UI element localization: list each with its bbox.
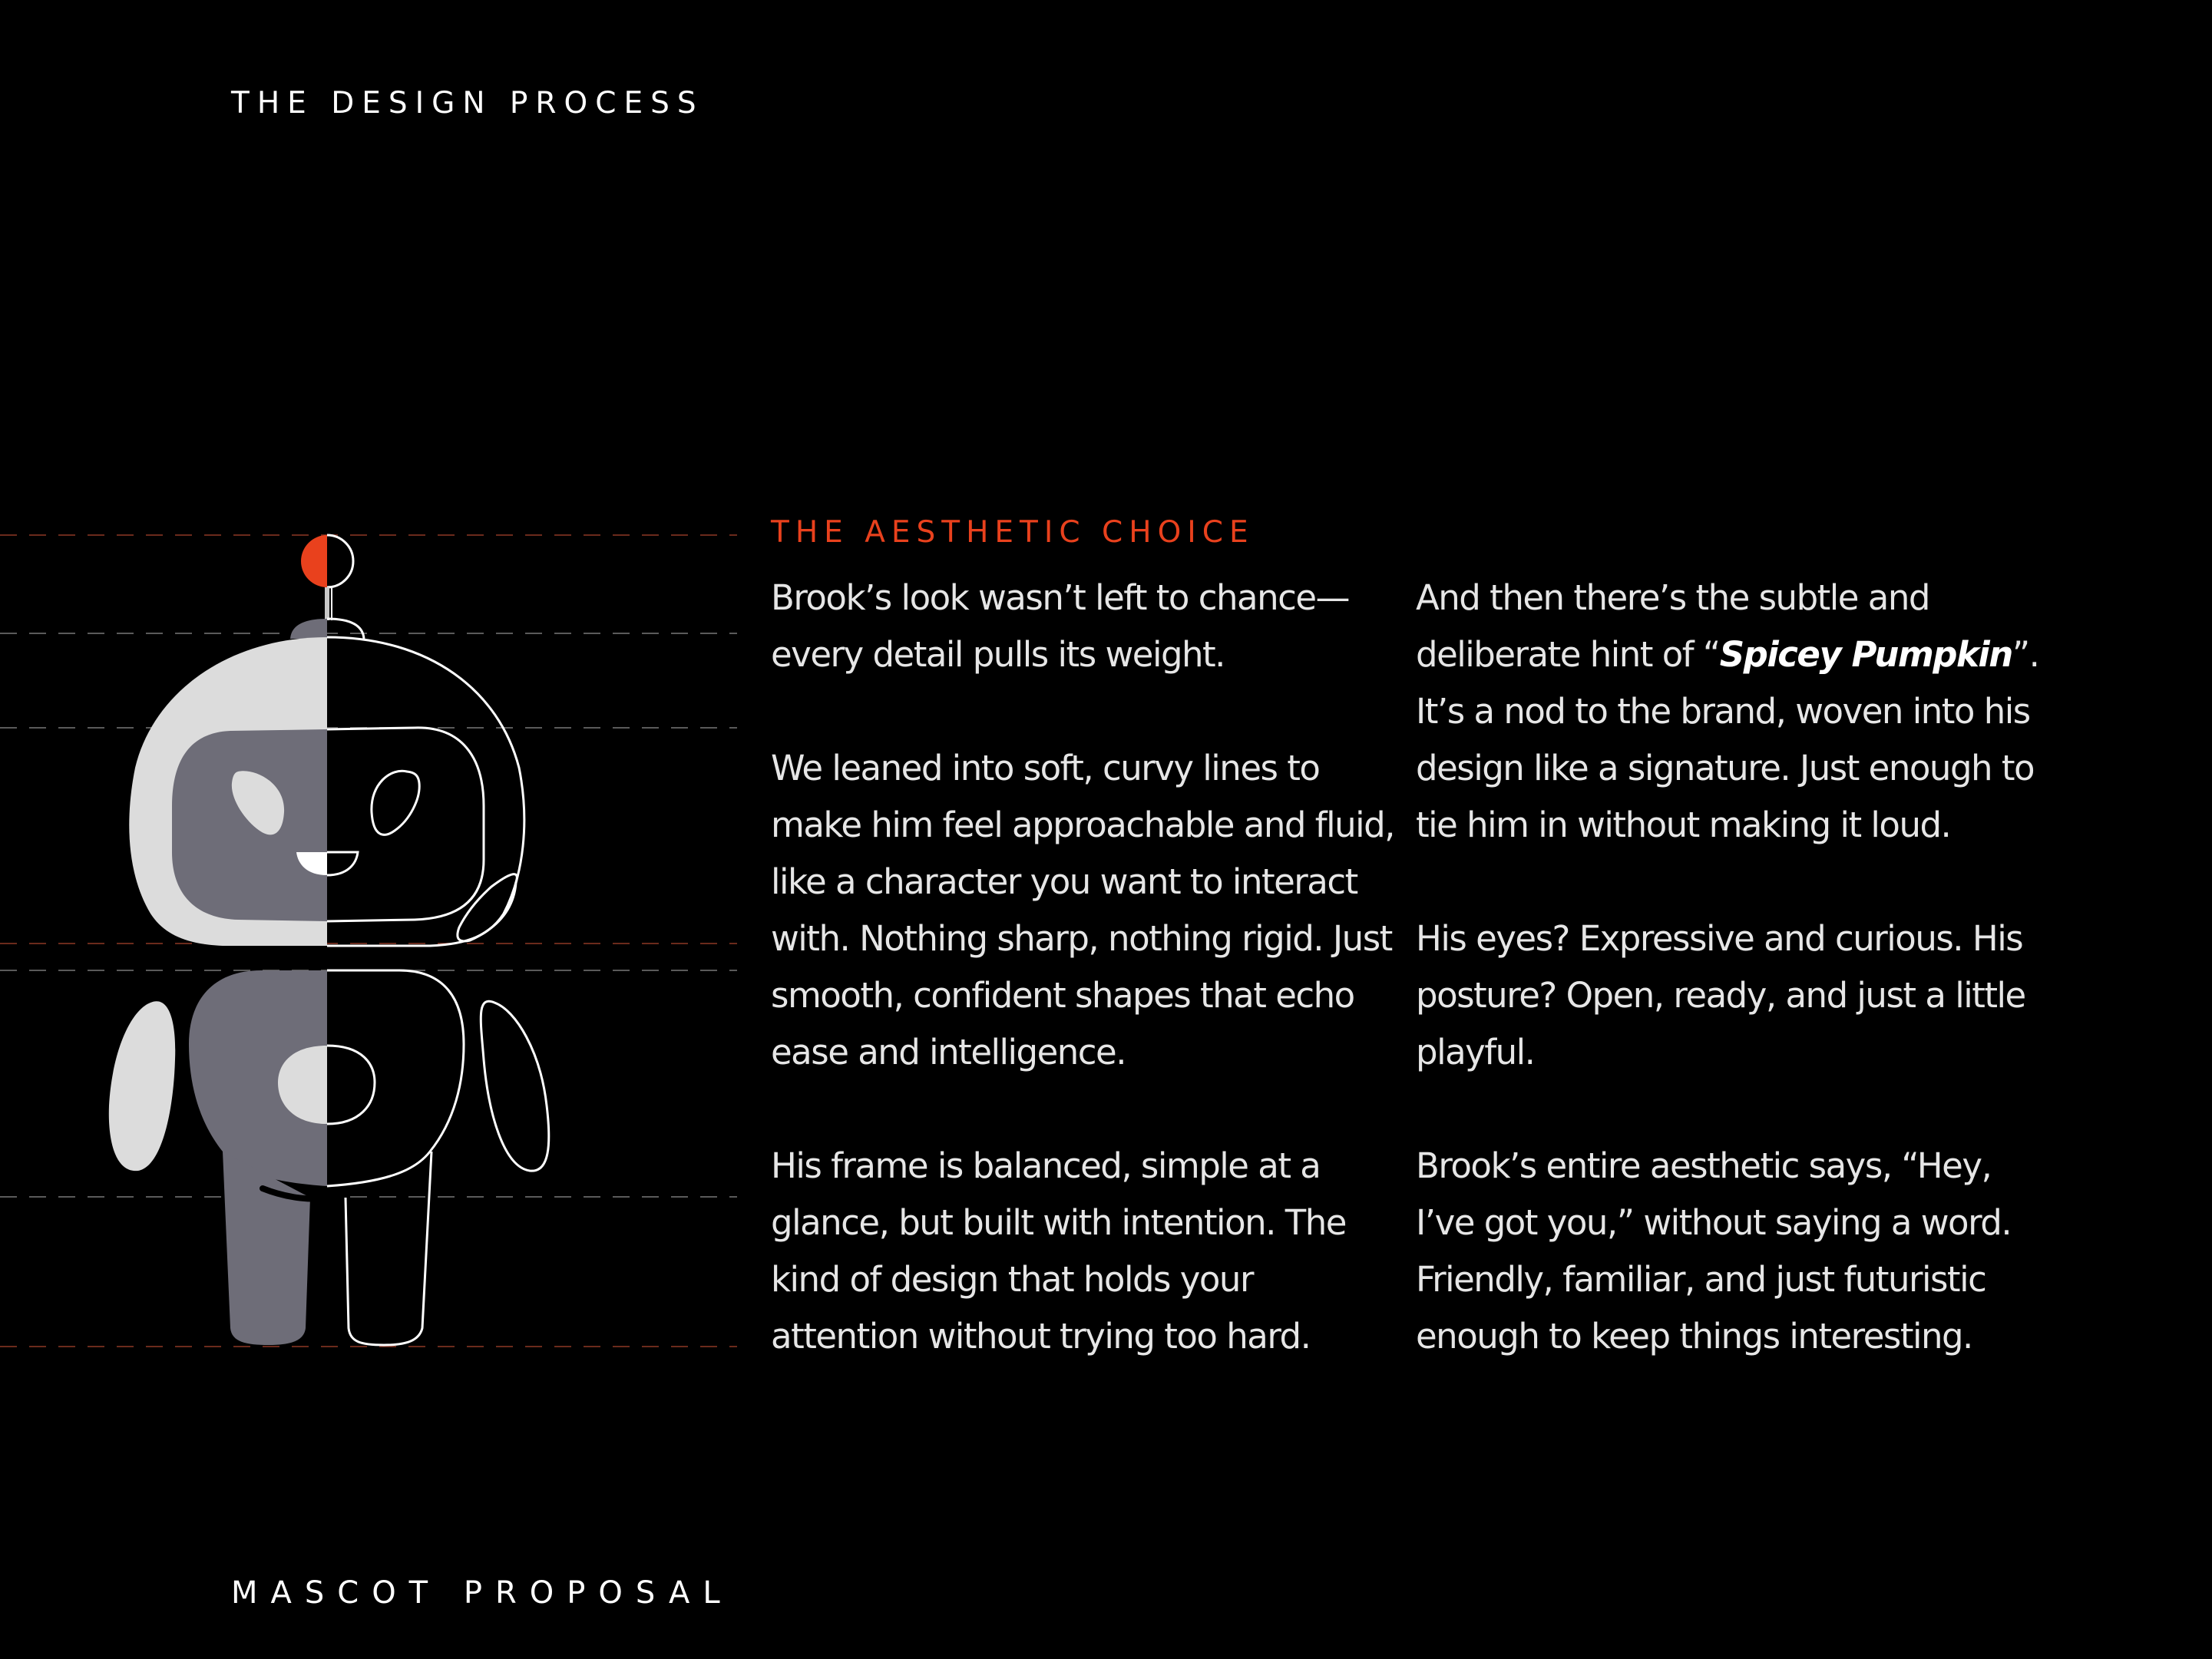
paragraph: We leaned into soft, curvy lines to make him feel approachable and fluid, like a character you want to interact with. Nothing sharp, nothing rigid. Just smooth, confident shapes that echo ease and intelligence. (771, 748, 1394, 1072)
mascot-illustration (0, 0, 737, 1420)
guide-lines (0, 535, 737, 1347)
mascot-face-right (327, 728, 484, 921)
text-column-right (1416, 570, 2045, 1365)
mascot-leg-right (346, 1152, 431, 1345)
text-column-left (771, 570, 1400, 1365)
section-title: THE AESTHETIC CHOICE (771, 515, 1255, 550)
paragraph: Brook’s entire aesthetic says, “Hey, I’ve got you,” without saying a word. Friendly, familiar, and just futuristic enough to keep things interesting. (1416, 1145, 2012, 1357)
paragraph: His frame is balanced, simple at a glance, but built with intention. The kind of design that holds your attention without trying too hard. (771, 1145, 1346, 1357)
mascot-face-left (172, 729, 327, 921)
brand-emphasis: Spicey Pumpkin (1719, 634, 2012, 675)
page-header: THE DESIGN PROCESS (231, 86, 704, 121)
paragraph: Brook’s look wasn’t left to chance—every detail pulls its weight. (771, 577, 1350, 675)
page-footer: MASCOT PROPOSAL (231, 1575, 733, 1611)
paragraph-text: ”. It’s a nod to the brand, woven into his design like a signature. Just enough to tie him in without making it loud. (1416, 634, 2039, 845)
mascot-arm-right (481, 1001, 549, 1171)
mascot-body-right (327, 970, 464, 1186)
paragraph-text: And then there’s the subtle and deliberate hint of “ (1416, 577, 1929, 675)
paragraph: His eyes? Expressive and curious. His posture? Open, ready, and just a little playful. (1416, 918, 2025, 1072)
mascot-arm-left (109, 1001, 175, 1171)
paragraph (1416, 570, 2045, 854)
mascot-antenna (290, 535, 364, 639)
